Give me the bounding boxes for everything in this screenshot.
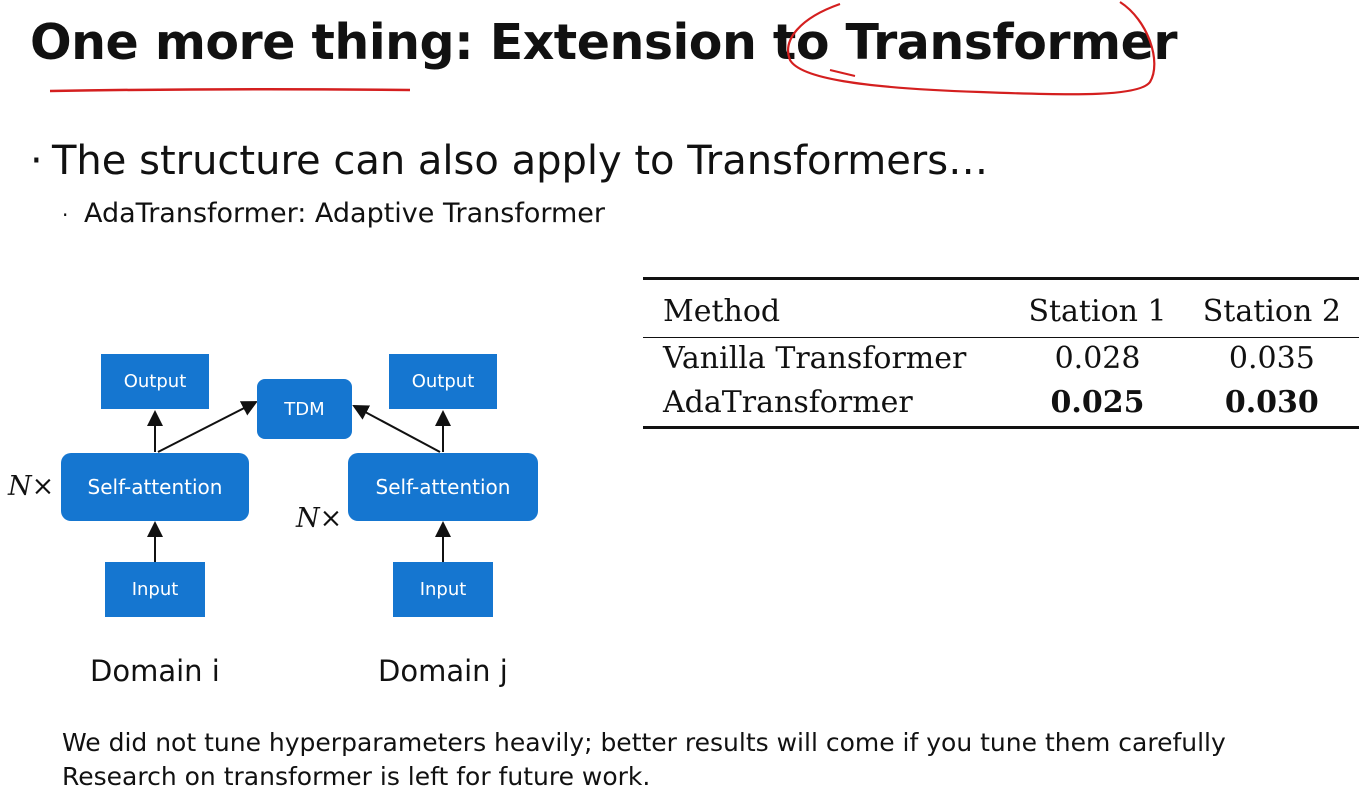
title-underline-annotation	[50, 89, 410, 91]
left-output-box: Output	[101, 354, 209, 409]
transformer-circle-annotation	[788, 2, 1154, 94]
slide-title: One more thing: Extension to Transformer	[30, 14, 1177, 71]
table-header-row	[643, 279, 1359, 338]
table-row	[643, 382, 1359, 428]
right-input-box: Input	[393, 562, 493, 617]
footer-line-2: Research on transformer is left for future work.	[62, 762, 651, 791]
right-repeat-label: N×	[296, 503, 343, 534]
left-self-attention-box: Self-attention	[61, 453, 249, 521]
bullet-sub	[62, 198, 605, 229]
bullet-dot-icon: ·	[62, 202, 69, 227]
left-domain-label: Domain i	[90, 654, 220, 688]
table-row	[643, 338, 1359, 383]
bullet-main	[30, 138, 988, 184]
row-station-1: 0.028	[1054, 341, 1141, 376]
arrow-left-sa-to-tdm	[158, 402, 256, 452]
arrow-right-sa-to-tdm	[354, 406, 440, 452]
row-method: Vanilla Transformer	[663, 341, 967, 376]
header-station-1: Station 1	[1028, 294, 1167, 329]
right-self-attention-box: Self-attention	[348, 453, 538, 521]
left-input-box: Input	[105, 562, 205, 617]
bullet-sub-text: AdaTransformer: Adaptive Transformer	[84, 198, 605, 229]
header-station-2: Station 2	[1202, 294, 1341, 329]
left-repeat-label: N×	[8, 471, 55, 502]
row-station-2: 0.035	[1228, 341, 1315, 376]
footer-line-1: We did not tune hyperparameters heavily; better results will come if you tune them carefully	[62, 728, 1226, 757]
annotation-overlay	[0, 0, 1368, 120]
arrow-annotation	[830, 70, 855, 76]
row-station-2: 0.030	[1224, 385, 1319, 420]
results-table	[643, 277, 1359, 429]
header-method: Method	[663, 294, 781, 329]
right-domain-label: Domain j	[378, 654, 508, 688]
row-method: AdaTransformer	[663, 385, 913, 420]
bullet-dot-icon: ·	[30, 138, 43, 184]
right-output-box: Output	[389, 354, 497, 409]
tdm-box: TDM	[257, 379, 352, 439]
bullet-main-text: The structure can also apply to Transformers…	[52, 138, 989, 184]
row-station-1: 0.025	[1050, 385, 1145, 420]
